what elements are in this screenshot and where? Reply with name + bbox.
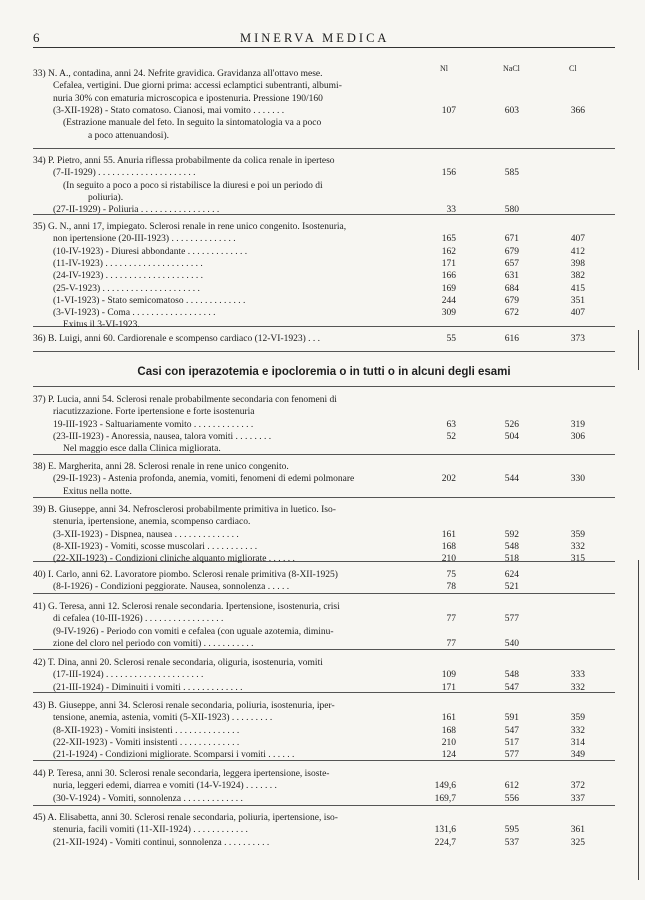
value-cl: 319 [570, 419, 585, 430]
case-line: non ipertensione (20-III-1923) . . . . . . . . . . . . . . [53, 234, 236, 245]
column-header-nacl: NaCl [503, 64, 520, 73]
page-edge-mark [638, 330, 639, 370]
value-nl: 77 [446, 638, 456, 649]
case-line: a poco attenuandosi). [88, 130, 169, 141]
value-nl: 131,6 [434, 825, 456, 836]
case-line: (29-II-1923) - Astenia profonda, anemia, vomiti, fenomeni di edemi polmonare [53, 474, 355, 485]
value-cl: 332 [570, 541, 585, 552]
case-line: (30-V-1924) - Vomiti, sonnolenza . . . . . . . . . . . . . [53, 793, 243, 804]
case-heading: 33) N. A., contadina, anni 24. Nefrite gravidica. Gravidanza all'ottavo mese. [33, 69, 323, 79]
case-line: 19-III-1923 - Saltuariamente vomito . . . . . . . . . . . . . [53, 419, 254, 430]
value-cl: 337 [570, 793, 585, 804]
value-nacl: 526 [504, 419, 519, 430]
case-heading: 34) P. Pietro, anni 55. Anuria riflessa probabilmente da colica renale in iperteso [33, 156, 335, 166]
value-nacl: 679 [504, 246, 519, 257]
case-heading: 39) B. Giuseppe, anni 34. Nefrosclerosi probabilmente primitiva in luetico. Iso- [33, 505, 336, 515]
value-cl: 366 [570, 105, 585, 116]
case-heading: 42) T. Dina, anni 20. Sclerosi renale secondaria, oliguria, isostenuria, vomiti [33, 658, 323, 668]
value-nl: 55 [446, 334, 456, 344]
value-nacl: 548 [504, 541, 519, 552]
value-cl: 332 [570, 682, 585, 693]
value-cl: 333 [570, 670, 585, 681]
column-header-nl: Nl [440, 64, 448, 73]
entry-divider [33, 351, 615, 352]
case-line: (8-XII-1923) - Vomiti, scosse muscolari . . . . . . . . . . . [53, 541, 258, 552]
case-line: nuria, leggeri edemi, diarrea e vomiti (14-V-1924) . . . . . . . [53, 781, 277, 792]
value-cl: 349 [570, 750, 585, 761]
value-nacl: 540 [504, 638, 519, 649]
value-nl: 109 [441, 670, 456, 681]
value-nacl: 548 [504, 670, 519, 681]
value-nl: 210 [441, 554, 456, 565]
case-line: (22-XII-1923) - Condizioni cliniche alquanto migliorate . . . . . . [53, 554, 295, 565]
value-nacl: 547 [504, 682, 519, 693]
case-line: (21-XII-1924) - Vomiti continui, sonnolenza . . . . . . . . . . [53, 837, 270, 848]
value-nl: 52 [446, 431, 456, 442]
value-nacl: 577 [504, 750, 519, 761]
case-line: Exitus nella notte. [63, 486, 132, 497]
case-line: (10-IV-1923) - Diuresi abbondante . . . . . . . . . . . . . [53, 246, 248, 257]
value-nacl: 671 [504, 234, 519, 245]
case-line: (1-VI-1923) - Stato semicomatoso . . . . . . . . . . . . . [53, 295, 246, 306]
case-line: (In seguito a poco a poco si ristabilisce la diuresi e poi un periodo di [63, 180, 323, 191]
value-nacl: 537 [504, 837, 519, 848]
value-nacl: 592 [504, 529, 519, 540]
value-cl: 398 [570, 258, 585, 269]
case-line: (22-XII-1923) - Vomiti insistenti . . . . . . . . . . . . . [53, 737, 240, 748]
value-nacl: 631 [504, 271, 519, 282]
value-nacl: 616 [504, 334, 519, 344]
value-nacl: 544 [504, 474, 519, 485]
value-nacl: 547 [504, 725, 519, 736]
value-nl: 309 [441, 308, 456, 319]
case-heading: 41) G. Teresa, anni 12. Sclerosi renale secondaria. Ipertensione, isostenuria, crisi [33, 602, 340, 612]
case-heading: 44) P. Teresa, anni 30. Sclerosi renale secondaria, leggera ipertensione, isoste- [33, 769, 330, 779]
value-cl: 359 [570, 713, 585, 724]
case-line: zione del cloro nel periodo con vomiti) . . . . . . . . . . . [53, 638, 254, 649]
case-line: (3-XII-1928) - Stato comatoso. Cianosi, mai vomito . . . . . . . [53, 105, 285, 116]
value-nacl: 684 [504, 283, 519, 294]
value-nl: 244 [441, 295, 456, 306]
case-line: (8-I-1926) - Condizioni peggiorate. Nausea, sonnolenza . . . . . [53, 582, 290, 593]
case-heading: 37) P. Lucia, anni 54. Sclerosi renale probabilmente secondaria con fenomeni di [33, 395, 337, 405]
running-title: MINERVA MEDICA [240, 31, 390, 45]
value-cl: 359 [570, 529, 585, 540]
case-heading: 43) B. Giuseppe, anni 34. Sclerosi renale secondaria, poliuria, isostenuria, iper- [33, 701, 335, 711]
case-line: (9-IV-1926) - Periodo con vomiti e cefalea (con uguale azotemia, diminu- [53, 626, 334, 637]
section-title: Casi con iperazotemia e ipocloremia o in tutti o in alcuni degli esami [137, 366, 511, 378]
value-nacl: 577 [504, 614, 519, 625]
value-cl: 314 [570, 737, 585, 748]
case-heading: 35) G. N., anni 17, impiegato. Sclerosi renale in rene unico congenito. Isostenuria, [33, 222, 347, 232]
case-line: Exitus il 3-VI-1923. [63, 320, 140, 331]
case-line: (21-I-1924) - Condizioni migliorate. Scomparsi i vomiti . . . . . . [53, 750, 295, 761]
value-nacl: 591 [504, 713, 519, 724]
value-nacl: 657 [504, 258, 519, 269]
case-line: (17-III-1924) . . . . . . . . . . . . . . . . . . . . . [53, 670, 204, 681]
value-cl: 415 [570, 283, 585, 294]
case-line: (21-III-1924) - Diminuiti i vomiti . . . . . . . . . . . . . [53, 682, 243, 693]
value-cl: 332 [570, 725, 585, 736]
case-line: (11-IV-1923) . . . . . . . . . . . . . . . . . . . . . [53, 258, 203, 269]
case-line: tensione, anemia, astenia, vomiti (5-XII-1923) . . . . . . . . . [53, 713, 273, 724]
case-heading: 40) I. Carlo, anni 62. Lavoratore piombo. Sclerosi renale primitiva (8-XII-1925) [33, 570, 338, 580]
case-line: stenuria, ipertensione, anemia, scompenso cardiaco. [53, 517, 251, 528]
column-header-cl: Cl [569, 64, 577, 73]
value-cl: 382 [570, 271, 585, 282]
entry-divider [33, 386, 615, 387]
value-nacl: 556 [504, 793, 519, 804]
value-nl: 165 [441, 234, 456, 245]
value-cl: 361 [570, 825, 585, 836]
value-nl: 161 [441, 529, 456, 540]
value-nl: 161 [441, 713, 456, 724]
value-nacl: 603 [504, 105, 519, 116]
header-rule [33, 47, 615, 48]
value-nl: 63 [446, 419, 456, 430]
case-line: di cefalea (10-III-1926) . . . . . . . . . . . . . . . . . [53, 614, 224, 625]
case-heading: 45) A. Elisabetta, anni 30. Sclerosi renale secondaria, poliuria, ipertensione, iso- [33, 813, 338, 823]
case-line: Nel maggio esce dalla Clinica migliorata. [63, 444, 221, 455]
value-nacl: 517 [504, 737, 519, 748]
value-nl: 202 [441, 474, 456, 485]
value-nl: 78 [446, 582, 456, 593]
value-nl: 124 [441, 750, 456, 761]
value-nl: 156 [441, 168, 456, 179]
value-nl: 169 [441, 283, 456, 294]
entry-divider [33, 805, 615, 806]
value-cl: 412 [570, 246, 585, 257]
value-nl: 75 [446, 570, 456, 580]
value-nl: 169,7 [434, 793, 456, 804]
value-nl: 77 [446, 614, 456, 625]
value-nacl: 521 [504, 582, 519, 593]
value-nacl: 612 [504, 781, 519, 792]
value-nl: 162 [441, 246, 456, 257]
value-nl: 171 [441, 682, 456, 693]
case-heading: 36) B. Luigi, anni 60. Cardiorenale e scompenso cardiaco (12-VI-1923) . . . [33, 334, 321, 344]
case-line: Cefalea, vertigini. Due giorni prima: accessi eclamptici subentranti, albumi- [53, 81, 342, 92]
value-cl: 372 [570, 781, 585, 792]
value-nl: 168 [441, 541, 456, 552]
case-line: nuria 30% con ematuria microscopica e ipostenuria. Pressione 190/160 [53, 93, 323, 104]
value-cl: 351 [570, 295, 585, 306]
case-line: (25-V-1923) . . . . . . . . . . . . . . . . . . . . . [53, 283, 200, 294]
case-line: poliuria). [88, 192, 124, 203]
value-nl: 33 [446, 205, 456, 216]
value-nl: 168 [441, 725, 456, 736]
case-line: (7-II-1929) . . . . . . . . . . . . . . . . . . . . . [53, 168, 196, 179]
value-nacl: 585 [504, 168, 519, 179]
value-nl: 107 [441, 105, 456, 116]
value-cl: 315 [570, 554, 585, 565]
entry-divider [33, 148, 615, 149]
page-number: 6 [33, 30, 40, 45]
value-nacl: 580 [504, 205, 519, 216]
value-nacl: 595 [504, 825, 519, 836]
value-cl: 407 [570, 234, 585, 245]
case-heading: 38) E. Margherita, anni 28. Sclerosi renale in rene unico congenito. [33, 462, 289, 472]
case-line: stenuria, facili vomiti (11-XII-1924) . . . . . . . . . . . . [53, 825, 248, 836]
case-line: (23-III-1923) - Anoressia, nausea, talora vomiti . . . . . . . . [53, 431, 272, 442]
case-line: (Estrazione manuale del feto. In seguito la sintomatologia va a poco [63, 118, 322, 129]
case-line: (24-IV-1923) . . . . . . . . . . . . . . . . . . . . . [53, 271, 204, 282]
value-nacl: 624 [504, 570, 519, 580]
case-line: (27-II-1929) - Poliuria . . . . . . . . . . . . . . . . . [53, 205, 220, 216]
value-nacl: 504 [504, 431, 519, 442]
value-cl: 325 [570, 837, 585, 848]
value-nl: 166 [441, 271, 456, 282]
value-nl: 224,7 [434, 837, 456, 848]
value-nl: 210 [441, 737, 456, 748]
value-nacl: 518 [504, 554, 519, 565]
value-nacl: 672 [504, 308, 519, 319]
value-nl: 171 [441, 258, 456, 269]
value-cl: 330 [570, 474, 585, 485]
value-nacl: 679 [504, 295, 519, 306]
value-cl: 306 [570, 431, 585, 442]
page-edge-mark [638, 560, 639, 880]
case-line: (8-XII-1923) - Vomiti insistenti . . . . . . . . . . . . . . [53, 725, 240, 736]
value-cl: 407 [570, 308, 585, 319]
value-nl: 149,6 [434, 781, 456, 792]
case-line: (3-VI-1923) - Coma . . . . . . . . . . . . . . . . . . [53, 308, 216, 319]
value-cl: 373 [570, 334, 585, 344]
case-line: (3-XII-1923) - Dispnea, nausea . . . . . . . . . . . . . . [53, 529, 239, 540]
case-line: riacutizzazione. Forte ipertensione e forte isostenuria [53, 407, 255, 418]
